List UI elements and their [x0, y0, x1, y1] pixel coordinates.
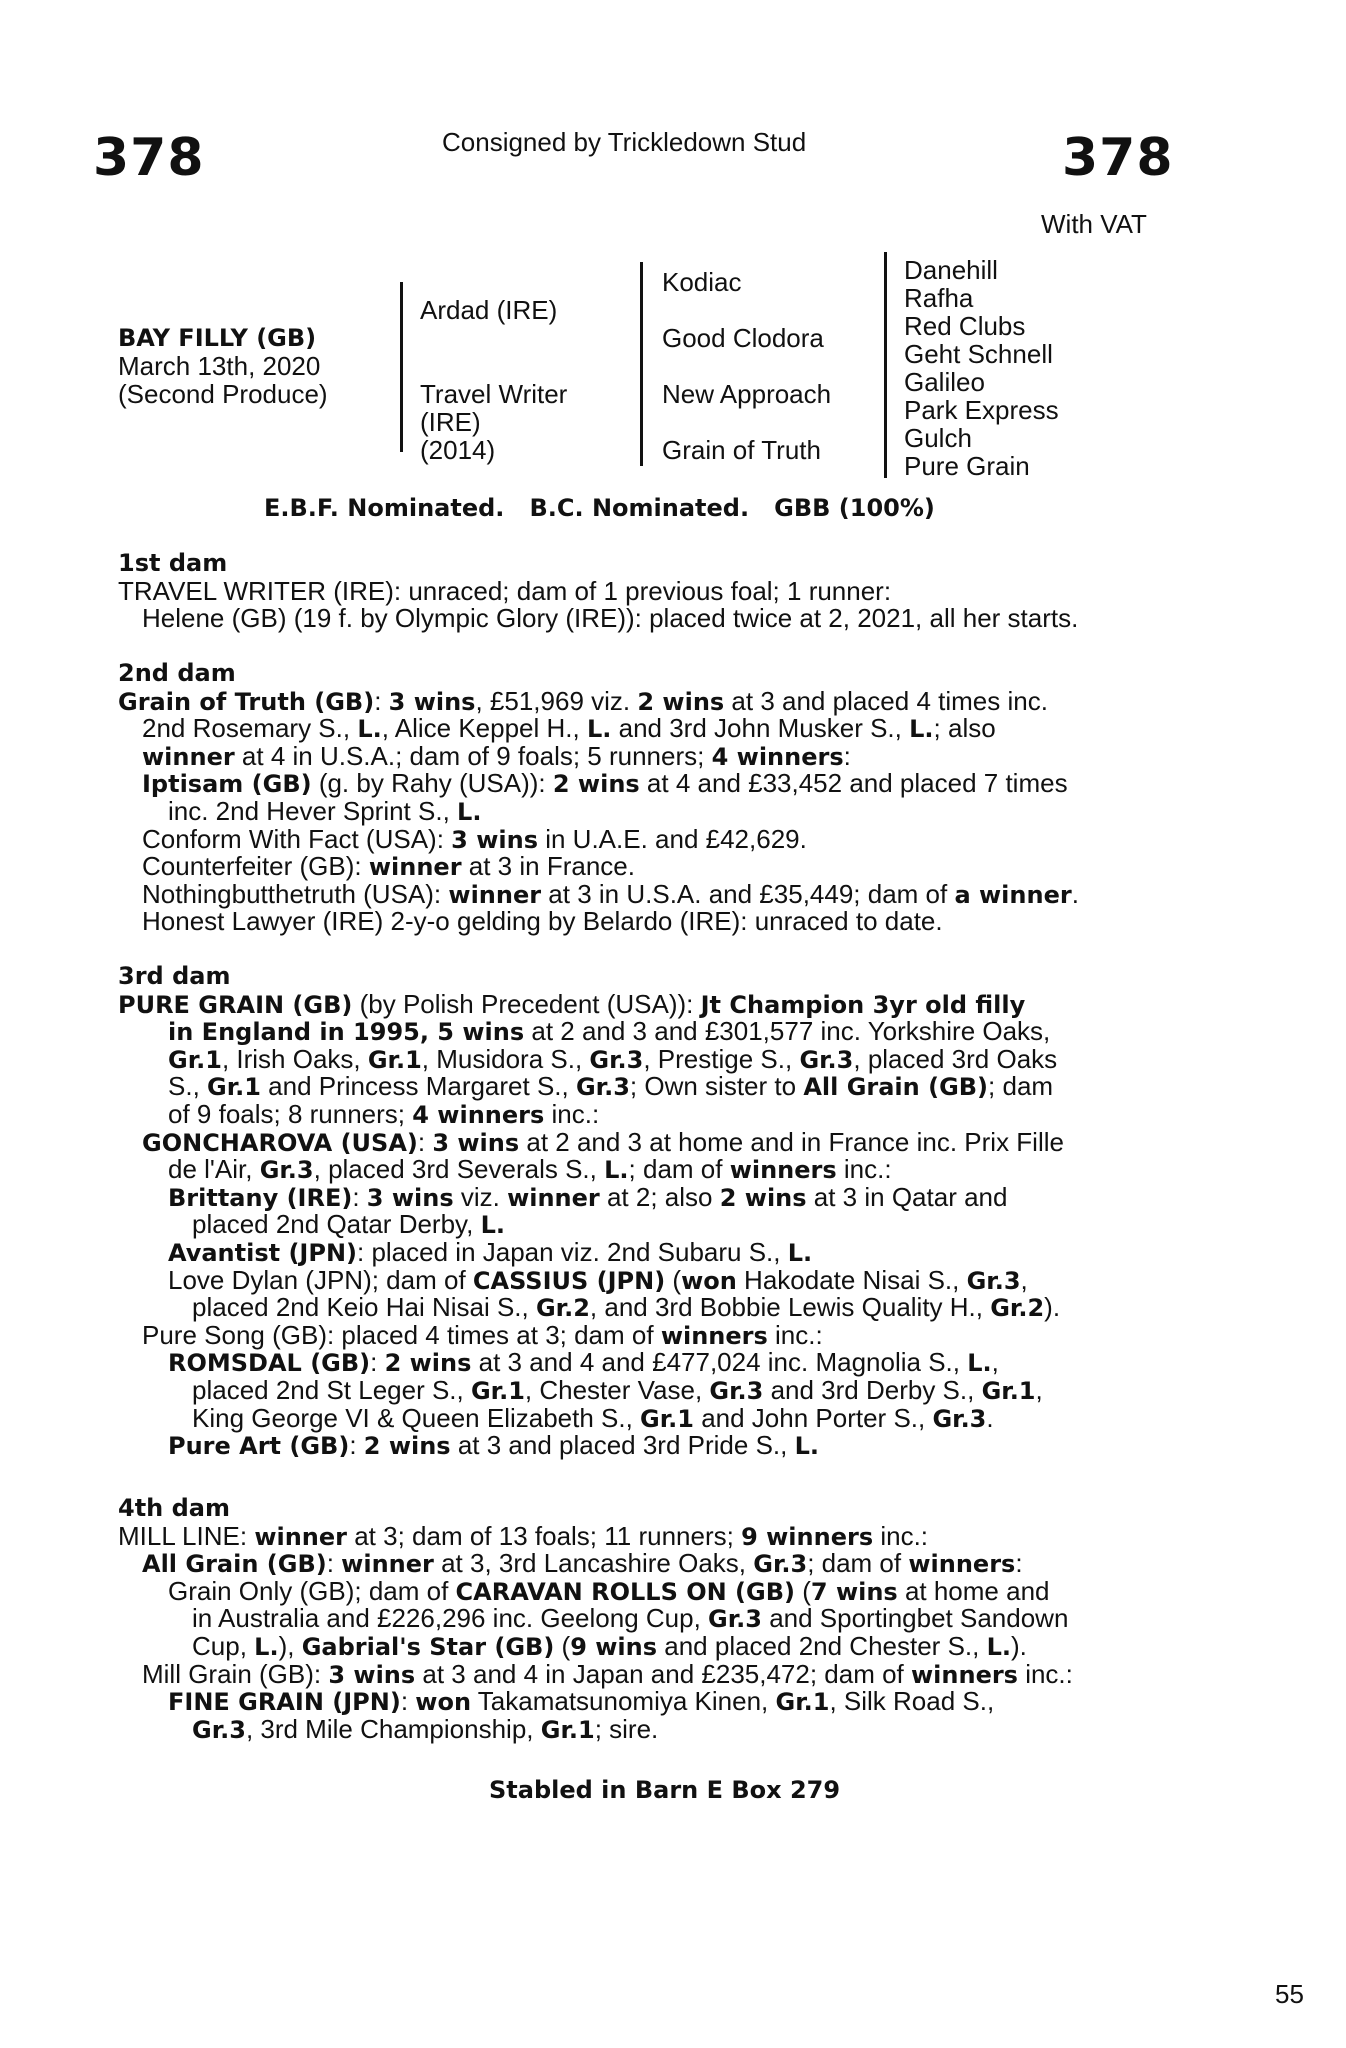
- section-3rd-dam: [118, 963, 1168, 1460]
- para-line: PURE GRAIN (GB) (by Polish Precedent (USA)): Jt Champion 3yr old filly: [118, 988, 1026, 1019]
- pedigree-gen2-4: Grain of Truth: [662, 435, 821, 465]
- para-line: Helene (GB) (19 f. by Olympic Glory (IRE)): placed twice at 2, 2021, all her starts.: [142, 603, 1079, 634]
- pedigree-gen3-7: Gulch: [904, 423, 972, 453]
- page-number: 55: [1275, 1979, 1304, 2009]
- horse-foaled: March 13th, 2020: [118, 351, 321, 381]
- para-line: TRAVEL WRITER (IRE): unraced; dam of 1 previous foal; 1 runner:: [118, 575, 892, 606]
- para-line: Mill Grain (GB): 3 wins at 3 and 4 in Japan and £235,472; dam of winners inc.:: [142, 1658, 1073, 1689]
- pedigree-gen3-2: Rafha: [904, 283, 974, 313]
- para-line: S., Gr.1 and Princess Margaret S., Gr.3; Own sister to All Grain (GB); dam: [168, 1071, 1054, 1102]
- horse-produce: (Second Produce): [118, 379, 328, 409]
- para-line: Nothingbutthetruth (USA): winner at 3 in U.S.A. and £35,449; dam of a winner.: [142, 878, 1079, 909]
- pedigree-dam-2: (IRE): [420, 407, 481, 437]
- pedigree-gen3-6: Park Express: [904, 395, 1059, 425]
- para-line: Brittany (IRE): 3 wins viz. winner at 2; also 2 wins at 3 in Qatar and: [168, 1181, 1008, 1212]
- para-line: MILL LINE: winner at 3; dam of 13 foals; 11 runners; 9 winners inc.:: [118, 1520, 929, 1551]
- heading-1st-dam: 1st dam: [118, 549, 228, 577]
- pedigree-divider-1: [400, 282, 403, 452]
- section-4th-dam: [118, 1495, 1168, 1743]
- pedigree-gen3-4: Geht Schnell: [904, 339, 1053, 369]
- para-line: of 9 foals; 8 runners; 4 winners inc.:: [168, 1098, 600, 1129]
- para-line: All Grain (GB): winner at 3, 3rd Lancashire Oaks, Gr.3; dam of winners:: [142, 1548, 1023, 1579]
- para-line: Pure Song (GB): placed 4 times at 3; dam of winners inc.:: [142, 1319, 823, 1350]
- pedigree-gen3-5: Galileo: [904, 367, 985, 397]
- consignor: Consigned by Trickledown Stud: [442, 127, 807, 157]
- para-line: Iptisam (GB) (g. by Rahy (USA)): 2 wins at 4 and £33,452 and placed 7 times: [142, 768, 1068, 799]
- heading-2nd-dam: 2nd dam: [118, 659, 236, 687]
- heading-3rd-dam: 3rd dam: [118, 962, 231, 990]
- para-line: Cup, L.), Gabrial's Star (GB) (9 wins and placed 2nd Chester S., L.).: [192, 1630, 1027, 1661]
- pedigree-gen2-2: Good Clodora: [662, 323, 824, 353]
- pedigree-gen3-3: Red Clubs: [904, 311, 1026, 341]
- pedigree-dam-3: (2014): [420, 435, 496, 465]
- para-line: King George VI & Queen Elizabeth S., Gr.1 and John Porter S., Gr.3.: [192, 1402, 994, 1433]
- para-line: Love Dylan (JPN); dam of CASSIUS (JPN) (won Hakodate Nisai S., Gr.3,: [168, 1264, 1028, 1295]
- para-line: Grain of Truth (GB): 3 wins, £51,969 viz. 2 wins at 3 and placed 4 times inc.: [118, 685, 1048, 716]
- nominations: E.B.F. Nominated. B.C. Nominated. GBB (100%): [264, 494, 935, 522]
- para-line: Counterfeiter (GB): winner at 3 in France.: [142, 851, 635, 882]
- lot-number-right: 378: [1062, 128, 1174, 188]
- pedigree-divider-2: [640, 262, 643, 466]
- pedigree-divider-3: [884, 252, 887, 478]
- lot-number-left: 378: [93, 128, 205, 188]
- para-line: in England in 1995, 5 wins at 2 and 3 and £301,577 inc. Yorkshire Oaks,: [168, 1016, 1051, 1047]
- para-line: de l'Air, Gr.3, placed 3rd Severals S., L.; dam of winners inc.:: [168, 1154, 892, 1185]
- para-line: placed 2nd Qatar Derby, L.: [192, 1209, 505, 1240]
- pedigree-dam-1: Travel Writer: [420, 379, 568, 409]
- para-line: winner at 4 in U.S.A.; dam of 9 foals; 5 runners; 4 winners:: [142, 740, 851, 771]
- para-line: ROMSDAL (GB): 2 wins at 3 and 4 and £477,024 inc. Magnolia S., L.,: [168, 1347, 999, 1378]
- horse-name: BAY FILLY (GB): [118, 324, 317, 352]
- stabled-info: Stabled in Barn E Box 279: [489, 1776, 841, 1804]
- para-line: Honest Lawyer (IRE) 2-y-o gelding by Belardo (IRE): unraced to date.: [142, 906, 943, 937]
- vat-label: With VAT: [1041, 209, 1147, 239]
- para-line: Pure Art (GB): 2 wins at 3 and placed 3rd Pride S., L.: [168, 1430, 820, 1461]
- para-line: placed 2nd Keio Hai Nisai S., Gr.2, and 3rd Bobbie Lewis Quality H., Gr.2).: [192, 1292, 1061, 1323]
- pedigree-sire: Ardad (IRE): [420, 295, 558, 325]
- para-line: placed 2nd St Leger S., Gr.1, Chester Vase, Gr.3 and 3rd Derby S., Gr.1,: [192, 1374, 1043, 1405]
- pedigree-gen3-1: Danehill: [904, 255, 998, 285]
- pedigree-gen2-1: Kodiac: [662, 267, 742, 297]
- para-line: Conform With Fact (USA): 3 wins in U.A.E. and £42,629.: [142, 823, 807, 854]
- para-line: GONCHAROVA (USA): 3 wins at 2 and 3 at home and in France inc. Prix Fille: [142, 1126, 1064, 1157]
- para-line: Grain Only (GB); dam of CARAVAN ROLLS ON (GB) (7 wins at home and: [168, 1575, 1050, 1606]
- heading-4th-dam: 4th dam: [118, 1494, 230, 1522]
- para-line: Avantist (JPN): placed in Japan viz. 2nd Subaru S., L.: [168, 1236, 813, 1267]
- para-line: in Australia and £226,296 inc. Geelong Cup, Gr.3 and Sportingbet Sandown: [192, 1603, 1069, 1634]
- pedigree-gen2-3: New Approach: [662, 379, 832, 409]
- para-line: Gr.1, Irish Oaks, Gr.1, Musidora S., Gr.3, Prestige S., Gr.3, placed 3rd Oaks: [168, 1043, 1058, 1074]
- para-line: 2nd Rosemary S., L., Alice Keppel H., L. and 3rd John Musker S., L.; also: [142, 713, 996, 744]
- para-line: Gr.3, 3rd Mile Championship, Gr.1; sire.: [192, 1713, 659, 1744]
- section-1st-dam: [118, 550, 1168, 633]
- pedigree-gen3-8: Pure Grain: [904, 451, 1030, 481]
- section-2nd-dam: [118, 660, 1168, 936]
- para-line: FINE GRAIN (JPN): won Takamatsunomiya Kinen, Gr.1, Silk Road S.,: [168, 1686, 995, 1717]
- para-line: inc. 2nd Hever Sprint S., L.: [168, 795, 482, 826]
